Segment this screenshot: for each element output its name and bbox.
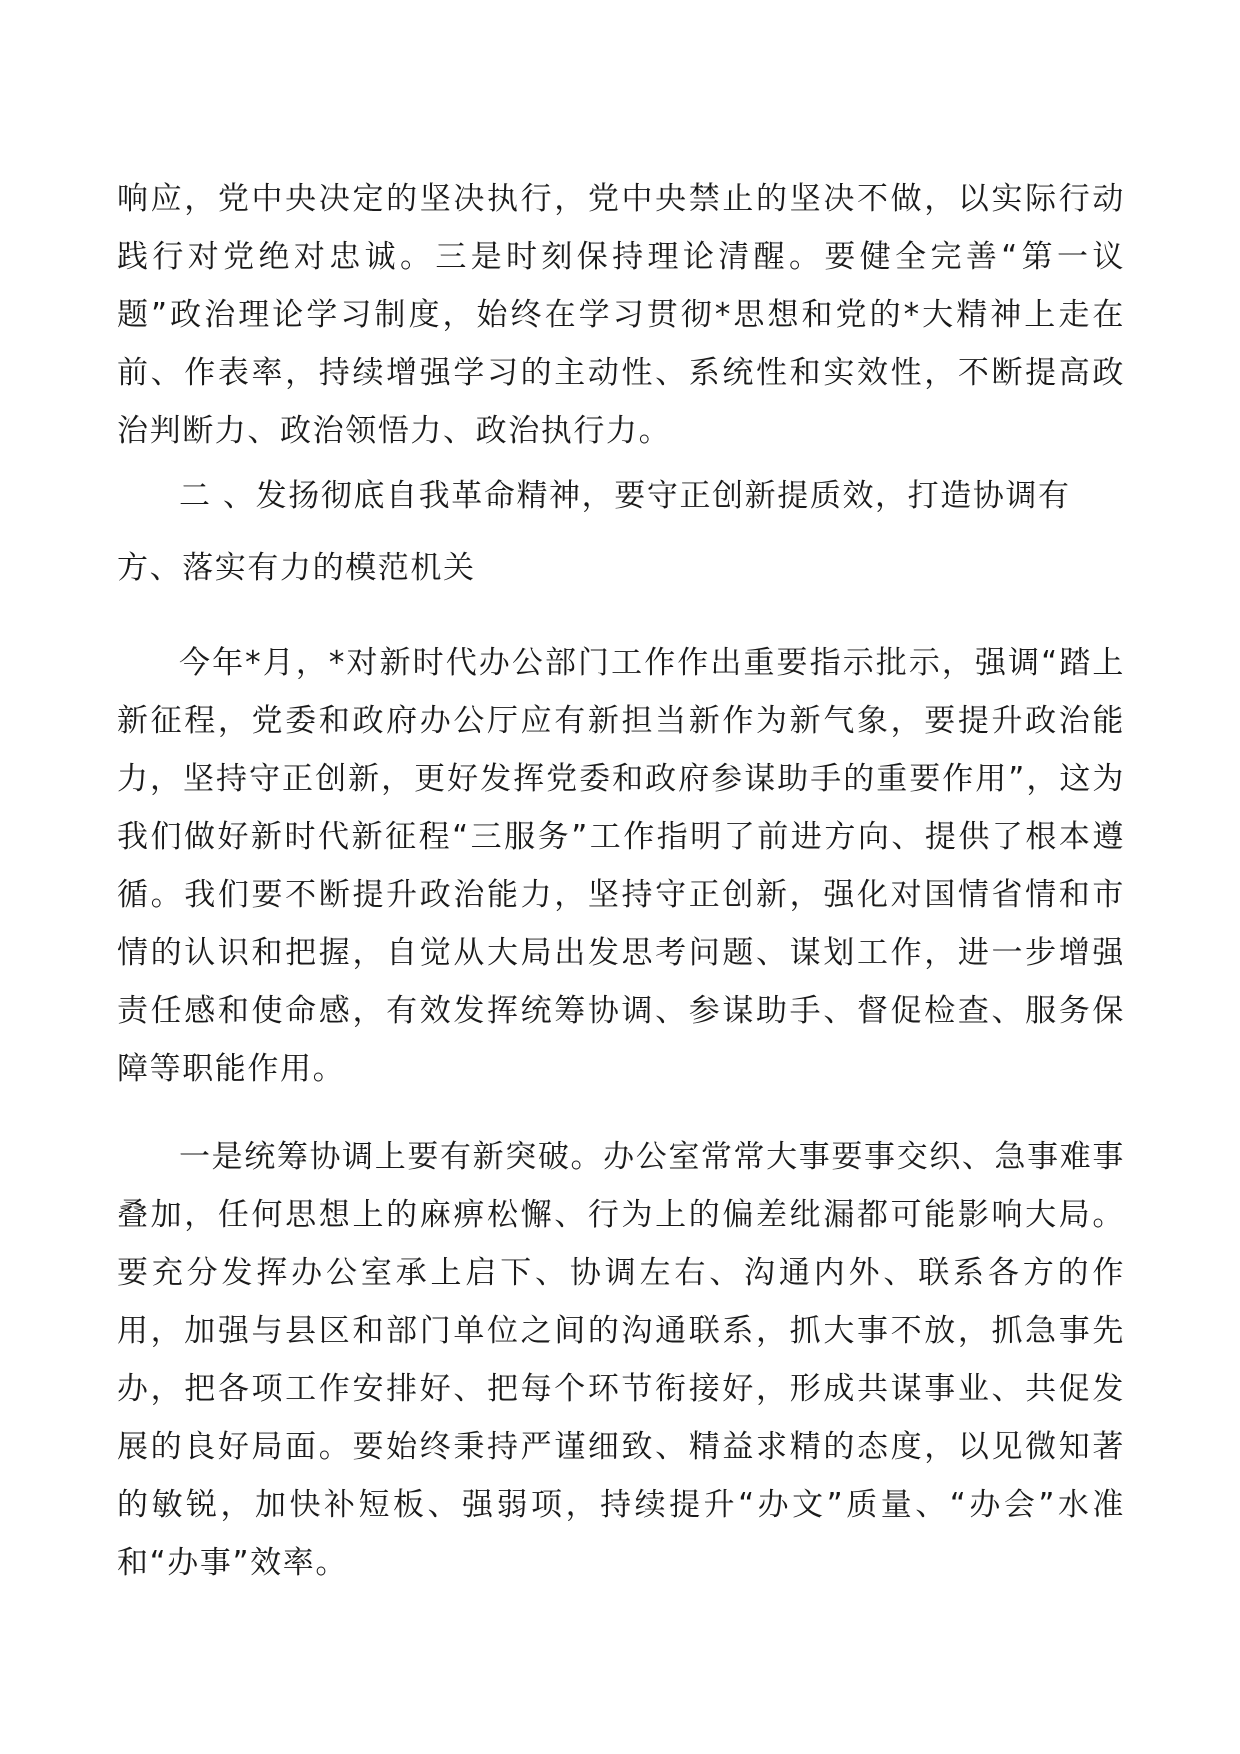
- section-heading-two: 二 、发扬彻底自我革命精神，要守正创新提质效，打造协调有方、落实有力的模范机关: [117, 478, 1071, 586]
- document-body: [117, 170, 1125, 1592]
- paragraph-coordination: 一是统筹协调上要有新突破。办公室常常大事要事交织、急事难事叠加，任何思想上的麻痹松懈、行为上的偏差纰漏都可能影响大局。要充分发挥办公室承上启下、协调左右、沟通内外、联系各方的作用，加强与县区和部门单位之间的沟通联系，抓大事不放，抓急事先办，把各项工作安排好、把每个环节衔接好，形成共谋事业、共促发展的良好局面。要始终秉持严谨细致、精益求精的态度，以见微知著的敏锐，加快补短板、强弱项，持续提升“办文”质量、“办会”水准和“办事”效率。: [117, 1139, 1125, 1581]
- paragraph-office-instructions: 今年*月，*对新时代办公部门工作作出重要指示批示，强调“踏上新征程，党委和政府办公厅应有新担当新作为新气象，要提升政治能力，坚持守正创新，更好发挥党委和政府参谋助手的重要作用”，这为我们做好新时代新征程“三服务”工作指明了前进方向、提供了根本遵循。我们要不断提升政治能力，坚持守正创新，强化对国情省情和市情的认识和把握，自觉从大局出发思考问题、谋划工作，进一步增强责任感和使命感，有效发挥统筹协调、参谋助手、督促检查、服务保障等职能作用。: [117, 645, 1125, 1087]
- paragraph-political-loyalty: 响应，党中央决定的坚决执行，党中央禁止的坚决不做，以实际行动践行对党绝对忠诚。三是时刻保持理论清醒。要健全完善“第一议题”政治理论学习制度，始终在学习贯彻*思想和党的*大精神上走在前、作表率，持续增强学习的主动性、系统性和实效性，不断提高政治判断力、政治领悟力、政治执行力。: [117, 181, 1125, 449]
